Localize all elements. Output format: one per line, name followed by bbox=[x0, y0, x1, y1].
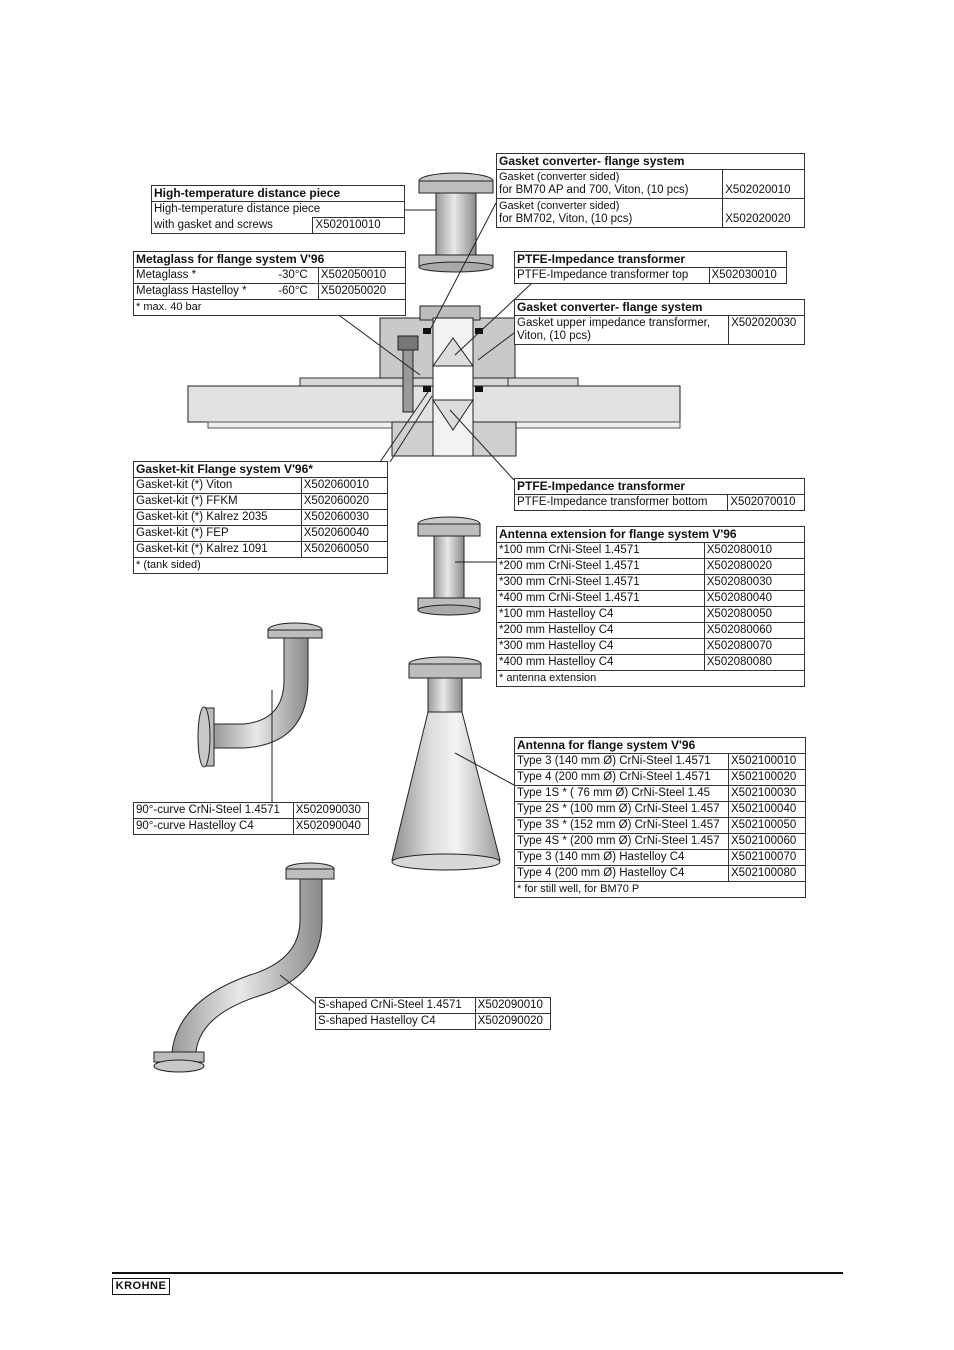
table-note: * max. 40 bar bbox=[134, 300, 406, 316]
part-code: X502100050 bbox=[729, 818, 806, 834]
horn-antenna-drawing bbox=[392, 657, 500, 870]
table-title: PTFE-Impedance transformer bbox=[515, 479, 805, 495]
part-code: X502020010 bbox=[723, 170, 805, 199]
part-code: X502080010 bbox=[704, 543, 804, 559]
part-code: X502090010 bbox=[475, 998, 550, 1014]
footer-rule bbox=[112, 1272, 843, 1274]
part-code: X502100070 bbox=[729, 850, 806, 866]
part-label: *200 mm CrNi-Steel 1.4571 bbox=[497, 559, 705, 575]
table-title: Gasket converter- flange system bbox=[497, 154, 805, 170]
antenna-extension-drawing bbox=[418, 517, 480, 615]
table-antenna-extension bbox=[496, 526, 805, 687]
part-code: X502100080 bbox=[729, 866, 806, 882]
s-shaped-drawing bbox=[154, 863, 334, 1072]
curve-90-drawing bbox=[198, 623, 322, 767]
part-code: X502080070 bbox=[704, 639, 804, 655]
part-sub-label: Gasket (converter sided) bbox=[499, 171, 620, 183]
part-code: X502080080 bbox=[704, 655, 804, 671]
part-sub-label: Gasket (converter sided) bbox=[499, 200, 620, 212]
table-gasket-converter-top bbox=[496, 153, 805, 228]
part-label: Type 4S * (200 mm Ø) CrNi-Steel 1.457 bbox=[515, 834, 729, 850]
part-code: X502080030 bbox=[704, 575, 804, 591]
part-label: Gasket upper impedance transformer, bbox=[517, 317, 711, 329]
part-temp: -60°C bbox=[276, 284, 318, 300]
part-label: Gasket-kit (*) Kalrez 1091 bbox=[134, 542, 302, 558]
table-title: Metaglass for flange system V'96 bbox=[134, 252, 406, 268]
part-code: X502090030 bbox=[293, 803, 368, 819]
part-label: Type 3S * (152 mm Ø) CrNi-Steel 1.457 bbox=[515, 818, 729, 834]
part-code: X502020030 bbox=[729, 316, 805, 345]
part-code: X502010010 bbox=[313, 218, 405, 234]
part-code: X502060030 bbox=[301, 510, 387, 526]
part-code: X502090020 bbox=[475, 1014, 550, 1030]
table-gasket-converter-upper bbox=[514, 299, 805, 345]
table-title: High-temperature distance piece bbox=[152, 186, 405, 202]
part-label: *100 mm Hastelloy C4 bbox=[497, 607, 705, 623]
part-label: 90°-curve Hastelloy C4 bbox=[134, 819, 294, 835]
table-ht-distance-piece bbox=[151, 185, 405, 234]
table-title: Gasket converter- flange system bbox=[515, 300, 805, 316]
table-metaglass bbox=[133, 251, 406, 316]
part-code: X502080050 bbox=[704, 607, 804, 623]
part-label: Type 4 (200 mm Ø) Hastelloy C4 bbox=[515, 866, 729, 882]
part-code: X502060020 bbox=[301, 494, 387, 510]
part-label: PTFE-Impedance transformer bottom bbox=[515, 495, 728, 511]
part-label: with gasket and screws bbox=[152, 218, 313, 234]
table-title: PTFE-Impedance transformer bbox=[515, 252, 787, 268]
table-ptfe-bottom bbox=[514, 478, 805, 511]
part-code: X502100060 bbox=[729, 834, 806, 850]
part-label: Gasket-kit (*) Viton bbox=[134, 478, 302, 494]
part-label: Gasket-kit (*) FFKM bbox=[134, 494, 302, 510]
part-label: *400 mm CrNi-Steel 1.4571 bbox=[497, 591, 705, 607]
part-label: S-shaped CrNi-Steel 1.4571 bbox=[316, 998, 476, 1014]
part-code: X502070010 bbox=[728, 495, 805, 511]
part-code: X502060040 bbox=[301, 526, 387, 542]
part-label: Type 3 (140 mm Ø) Hastelloy C4 bbox=[515, 850, 729, 866]
table-note: * for still well, for BM70 P bbox=[515, 882, 806, 898]
part-code: X502100030 bbox=[729, 786, 806, 802]
part-code: X502100040 bbox=[729, 802, 806, 818]
part-label: Metaglass * bbox=[134, 268, 277, 284]
part-label: for BM70 AP and 700, Viton, (10 pcs) bbox=[499, 184, 689, 196]
part-label: Metaglass Hastelloy * bbox=[134, 284, 277, 300]
part-label: *100 mm CrNi-Steel 1.4571 bbox=[497, 543, 705, 559]
part-label: 90°-curve CrNi-Steel 1.4571 bbox=[134, 803, 294, 819]
part-code: X502080060 bbox=[704, 623, 804, 639]
krohne-logo: KROHNE bbox=[112, 1278, 170, 1295]
part-code: X502060050 bbox=[301, 542, 387, 558]
part-label: *300 mm Hastelloy C4 bbox=[497, 639, 705, 655]
part-code: X502050020 bbox=[318, 284, 405, 300]
part-code: X502080020 bbox=[704, 559, 804, 575]
part-code: X502080040 bbox=[704, 591, 804, 607]
table-title: Antenna extension for flange system V'96 bbox=[497, 527, 805, 543]
part-label: Gasket-kit (*) Kalrez 2035 bbox=[134, 510, 302, 526]
part-code: X502100010 bbox=[729, 754, 806, 770]
table-note: * (tank sided) bbox=[134, 558, 388, 574]
part-code: X502030010 bbox=[709, 268, 787, 284]
part-label: Type 3 (140 mm Ø) CrNi-Steel 1.4571 bbox=[515, 754, 729, 770]
part-label: *400 mm Hastelloy C4 bbox=[497, 655, 705, 671]
part-code: X502060010 bbox=[301, 478, 387, 494]
part-label: Gasket-kit (*) FEP bbox=[134, 526, 302, 542]
part-label: PTFE-Impedance transformer top bbox=[515, 268, 710, 284]
part-label: Type 2S * (100 mm Ø) CrNi-Steel 1.457 bbox=[515, 802, 729, 818]
part-label: Type 1S * ( 76 mm Ø) CrNi-Steel 1.45 bbox=[515, 786, 729, 802]
part-code: X502100020 bbox=[729, 770, 806, 786]
part-code: X502050010 bbox=[318, 268, 405, 284]
table-title: Gasket-kit Flange system V'96* bbox=[134, 462, 388, 478]
part-label: S-shaped Hastelloy C4 bbox=[316, 1014, 476, 1030]
part-label: for BM702, Viton, (10 pcs) bbox=[499, 213, 633, 225]
part-temp: -30°C bbox=[276, 268, 318, 284]
part-label: Viton, (10 pcs) bbox=[517, 330, 591, 342]
table-note: * antenna extension bbox=[497, 671, 805, 687]
part-label: *300 mm CrNi-Steel 1.4571 bbox=[497, 575, 705, 591]
part-code: X502020020 bbox=[723, 199, 805, 228]
part-label: Type 4 (200 mm Ø) CrNi-Steel 1.4571 bbox=[515, 770, 729, 786]
table-ptfe-top bbox=[514, 251, 787, 284]
part-label: High-temperature distance piece bbox=[152, 202, 405, 218]
table-gasket-kit bbox=[133, 461, 388, 574]
table-s-shaped bbox=[315, 997, 551, 1030]
part-code: X502090040 bbox=[293, 819, 368, 835]
ht-distance-piece-drawing bbox=[419, 173, 493, 272]
table-curve-90 bbox=[133, 802, 369, 835]
table-title: Antenna for flange system V'96 bbox=[515, 738, 806, 754]
table-antenna bbox=[514, 737, 806, 898]
part-label: *200 mm Hastelloy C4 bbox=[497, 623, 705, 639]
